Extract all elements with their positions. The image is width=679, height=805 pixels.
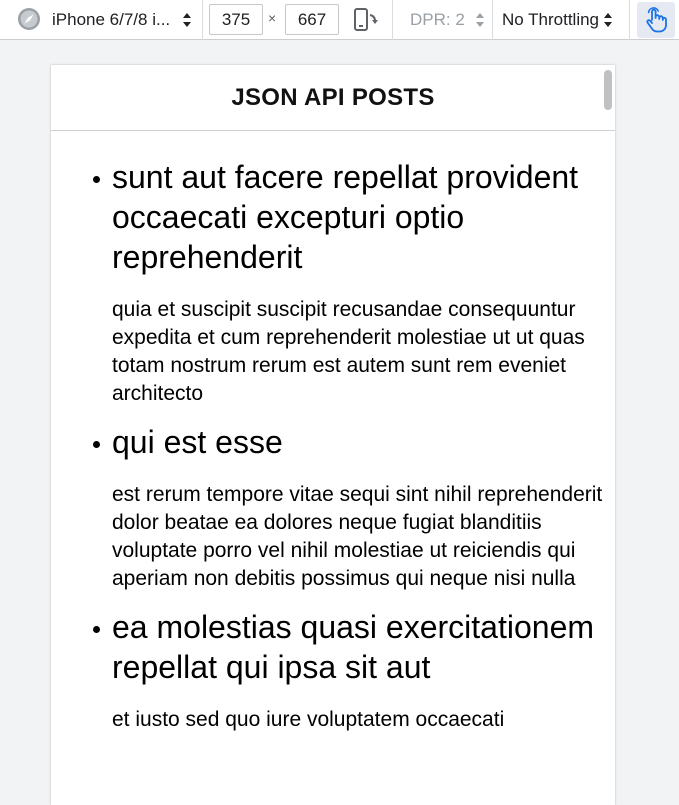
devtools-device-toolbar bbox=[0, 0, 679, 40]
compass-icon[interactable] bbox=[16, 6, 42, 32]
post-list bbox=[51, 131, 615, 734]
touch-toggle-button[interactable] bbox=[637, 2, 675, 38]
touch-hand-icon bbox=[644, 7, 668, 33]
post-body: et iusto sed quo iure voluptatem occaecati bbox=[112, 708, 505, 731]
rotate-device-icon[interactable] bbox=[351, 6, 379, 34]
device-select[interactable] bbox=[52, 0, 197, 40]
bullet-icon bbox=[93, 626, 100, 633]
page-header bbox=[51, 65, 615, 131]
bullet-icon bbox=[93, 441, 100, 448]
post-title: sunt aut facere repellat provident occaecati excepturi optio reprehenderit bbox=[112, 159, 579, 275]
post-item bbox=[112, 607, 603, 734]
height-input[interactable]: 667 bbox=[285, 4, 339, 35]
device-viewport bbox=[51, 65, 615, 805]
dpr-value: DPR: 2 bbox=[410, 10, 465, 29]
post-item bbox=[112, 157, 603, 408]
post-item bbox=[112, 422, 603, 593]
post-body: quia et suscipit suscipit recusandae consequuntur expedita et cum reprehenderit molestiae ut ut quas totam nostrum rerum est autem sunt rem eveniet architecto bbox=[112, 298, 585, 405]
dpr-select[interactable] bbox=[410, 0, 485, 40]
updown-caret-icon bbox=[603, 12, 613, 28]
post-title: qui est esse bbox=[112, 424, 283, 460]
toolbar-divider bbox=[392, 0, 393, 40]
dimension-separator: × bbox=[268, 10, 277, 26]
width-input[interactable]: 375 bbox=[209, 4, 263, 35]
scrollbar-thumb[interactable] bbox=[604, 70, 612, 110]
toolbar-divider bbox=[202, 0, 203, 40]
toolbar-divider bbox=[629, 0, 630, 40]
device-name: iPhone 6/7/8 i... bbox=[52, 10, 171, 29]
bullet-icon bbox=[93, 176, 100, 183]
page-title: JSON API POSTS bbox=[231, 83, 435, 111]
toolbar-divider bbox=[492, 0, 493, 40]
updown-caret-icon bbox=[475, 12, 485, 28]
updown-caret-icon bbox=[182, 12, 192, 28]
throttling-select[interactable] bbox=[502, 0, 613, 40]
post-body: est rerum tempore vitae sequi sint nihil reprehenderit dolor beatae ea dolores neque fugiat blanditiis voluptate porro vel nihil molestiae ut reiciendis qui aperiam non debitis possimus qui neque nisi nulla bbox=[112, 483, 603, 590]
throttling-value: No Throttling bbox=[502, 10, 600, 29]
post-title: ea molestias quasi exercitationem repellat qui ipsa sit aut bbox=[112, 609, 595, 685]
